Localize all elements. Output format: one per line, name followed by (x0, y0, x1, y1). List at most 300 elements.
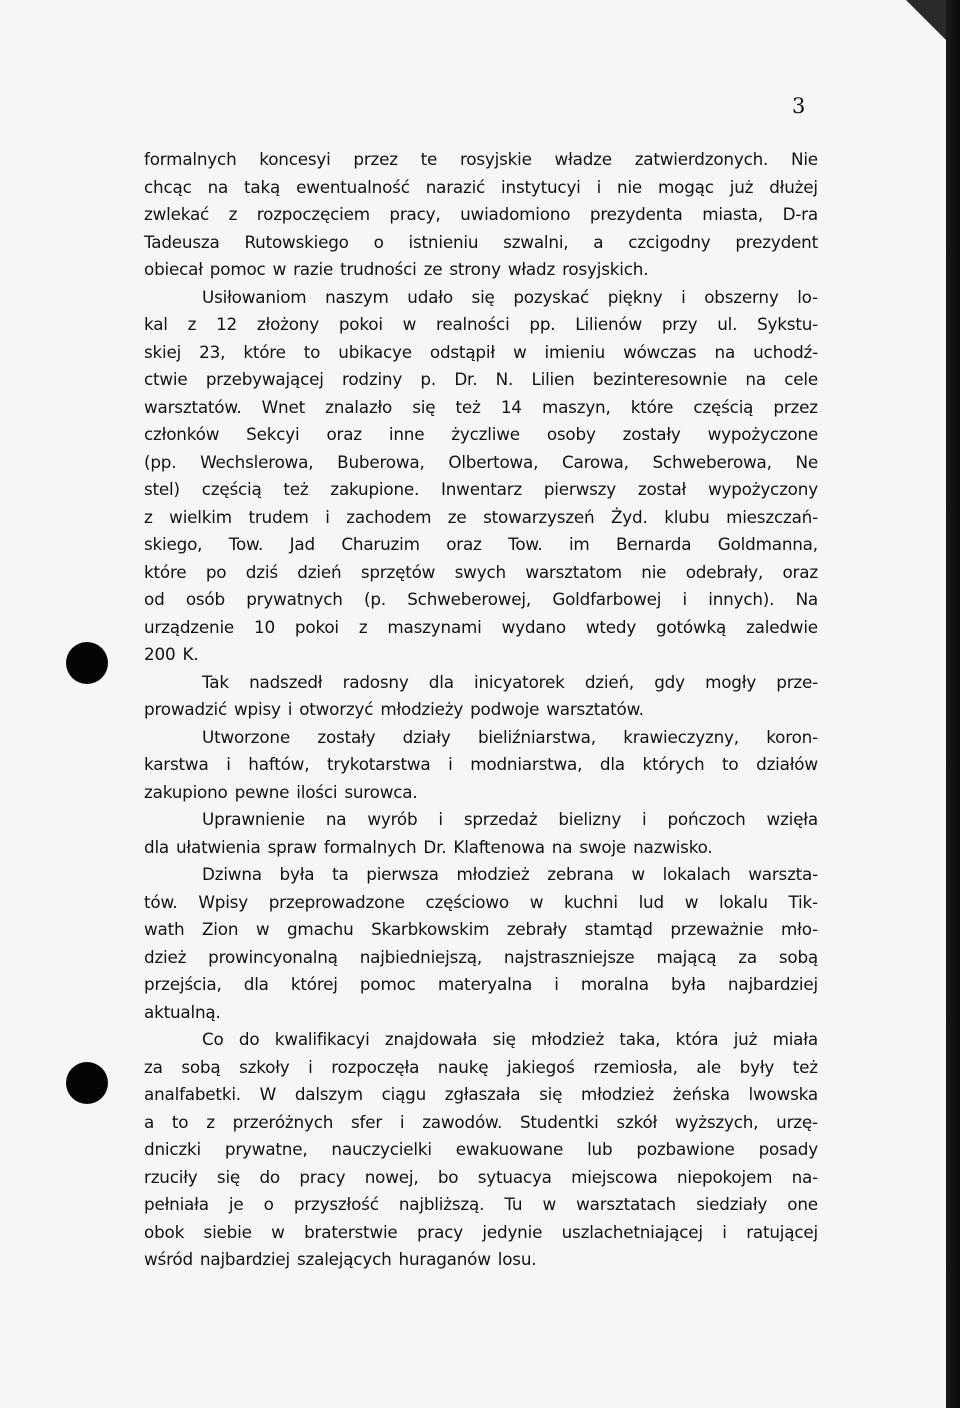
text-line (144, 1136, 818, 1164)
word: uchodź- (753, 341, 818, 362)
word: zawodów. (422, 1111, 503, 1132)
word: maszyn, (541, 396, 611, 417)
word: z (358, 616, 368, 637)
word: wyrób (367, 809, 418, 829)
word: odstąpił (429, 341, 495, 362)
word: stamtąd (584, 919, 653, 939)
word: prywatnych (246, 589, 343, 609)
word: już (729, 176, 754, 197)
word: prezydenta (589, 204, 683, 224)
word: nauczycielki (331, 1139, 432, 1159)
text-line (144, 1164, 818, 1192)
word: się (412, 396, 436, 417)
word: to (303, 341, 321, 362)
word: Sekcyi (246, 424, 300, 444)
word: dalszym (294, 1084, 363, 1104)
word: inicyatorek (473, 671, 565, 692)
word: urządzenie (144, 616, 235, 637)
word: imieniu (544, 341, 606, 362)
word: częścią (201, 479, 262, 499)
word: w (631, 864, 645, 884)
word: pp. (529, 314, 556, 334)
word: szkoły (239, 1056, 290, 1077)
word: nie (617, 176, 643, 197)
word: W (259, 1084, 277, 1104)
word: rosyjskich. (562, 259, 649, 279)
word: mło- (781, 919, 818, 939)
word: na (207, 176, 229, 197)
word: na (551, 836, 573, 857)
word: była (279, 864, 315, 884)
word: Żyd. (611, 506, 648, 527)
word: na (714, 341, 736, 362)
word: i (596, 176, 602, 197)
word: pończoch (667, 809, 746, 829)
word: Dr. (423, 836, 447, 857)
word: Wechslerowa, (200, 451, 314, 472)
text-line (144, 641, 818, 669)
word: w (272, 259, 287, 279)
word: warsztatom (525, 561, 622, 582)
word: sobą (181, 1056, 221, 1077)
word: się (492, 1029, 516, 1049)
text-line (144, 834, 818, 862)
word: krawieczyzny, (623, 726, 739, 747)
text-line (144, 1081, 818, 1109)
word: rzuciły (144, 1166, 198, 1187)
word: formalnych (323, 836, 417, 857)
word: koncesyi (259, 149, 331, 169)
text-line (144, 476, 818, 504)
word: ta (332, 864, 349, 884)
word: obok (144, 1221, 185, 1242)
word: dla (428, 671, 454, 692)
word: gmachu (286, 919, 354, 939)
word: z (206, 1111, 215, 1132)
word: realności (436, 314, 510, 334)
word: ewentualność (296, 176, 410, 197)
word: Olbertowa, (448, 451, 539, 472)
word: oraz (446, 534, 482, 554)
word: Dziwna (202, 864, 262, 884)
word: w (402, 314, 417, 334)
word: do (238, 1029, 260, 1049)
word: dzień, (584, 671, 635, 692)
word: stel) (144, 479, 180, 499)
text-line (144, 229, 818, 257)
word: aktualną. (144, 1001, 221, 1022)
word: taka, (619, 1029, 661, 1049)
word: gotówką (656, 616, 727, 637)
word: p. (420, 369, 436, 389)
word: się (216, 1166, 241, 1187)
word: członków (144, 424, 220, 444)
word: dla (599, 754, 625, 774)
word: bo (437, 1166, 459, 1187)
word: Lilienów (575, 314, 642, 334)
word: koron- (766, 726, 818, 747)
word: też (792, 1056, 818, 1077)
word: i (682, 589, 687, 609)
text-line (144, 366, 818, 394)
word: działów (756, 754, 818, 774)
word: kwalifikacyi (274, 1029, 370, 1049)
word: razie (293, 259, 334, 279)
word: i (399, 1111, 405, 1132)
word: ułatwienia (176, 836, 261, 857)
word: ul. (717, 314, 738, 334)
word: złożony (256, 314, 319, 334)
word: Tow. (228, 534, 264, 554)
word: Buberowa, (337, 451, 425, 472)
word: pierwszy (543, 479, 617, 499)
word: w (529, 891, 544, 912)
word: (pp. (144, 451, 177, 472)
word: analfabetki. (144, 1084, 241, 1104)
word: Lilien (531, 369, 575, 389)
word: w (684, 891, 699, 912)
word: im (568, 534, 590, 554)
word: pewne (234, 781, 290, 802)
word: miała (772, 1029, 818, 1049)
word: Goldmanna, (717, 534, 818, 554)
word: bielizny (558, 809, 622, 829)
text-line (144, 696, 818, 724)
word: nie (641, 561, 667, 582)
word: mogąc (658, 176, 714, 197)
word: władze (554, 149, 612, 169)
word: Ne (795, 451, 818, 472)
word: o (373, 231, 384, 252)
word: jedynie (482, 1221, 543, 1242)
word: karstwa (144, 754, 209, 774)
word: osoby (546, 424, 596, 444)
word: Tik- (788, 891, 818, 912)
word: Studentki (519, 1111, 599, 1132)
word: trudem (248, 506, 309, 527)
word: za (144, 1056, 163, 1077)
text-line (144, 751, 818, 779)
word: na (325, 809, 347, 829)
word: miasta, (702, 204, 764, 224)
word: te (420, 149, 438, 169)
text-line (144, 889, 818, 917)
word: dziś (245, 561, 278, 582)
body-text (144, 146, 818, 1274)
word: otworzyć (299, 699, 374, 719)
word: warszta- (748, 864, 818, 884)
word: i (325, 506, 330, 527)
word: cele (784, 369, 818, 389)
word: Tu (504, 1194, 523, 1214)
word: ze (423, 259, 443, 279)
word: strony (449, 259, 501, 279)
word: pracy (299, 1166, 346, 1187)
word: lud (638, 891, 664, 912)
word: rodziny (342, 369, 403, 389)
word: najstraszniejsze (503, 946, 635, 967)
word: rzemiosła, (593, 1056, 678, 1077)
word: Tak (202, 671, 229, 692)
binder-hole-bottom (66, 1062, 108, 1104)
word: częścią (693, 396, 754, 417)
word: niepokojem (676, 1166, 773, 1187)
word: za (738, 946, 757, 967)
word: moralna (580, 974, 649, 994)
word: się (471, 286, 495, 307)
word: kuchni (564, 891, 618, 912)
text-line (144, 806, 818, 834)
word: oraz (782, 561, 818, 582)
word: już (733, 1029, 758, 1049)
word: Zion (202, 919, 239, 939)
word: których (642, 754, 705, 774)
text-line (144, 999, 818, 1027)
word: 14 (500, 396, 522, 417)
word: Schweberowa, (652, 451, 772, 472)
word: siebie (203, 1221, 252, 1242)
word: rosyjskie (459, 149, 532, 169)
word: sytuacya (477, 1166, 552, 1187)
word: bezinteresownie (592, 369, 728, 389)
word: uwiadomiono (460, 204, 571, 224)
word: też (283, 479, 309, 499)
word: (p. (364, 589, 386, 609)
word: przez (773, 396, 818, 417)
word: przeprowadzone (268, 891, 405, 912)
word: prowincyonalną (208, 946, 338, 967)
word: na (745, 369, 766, 389)
word: o (263, 1194, 274, 1214)
word: prowadzić (144, 699, 228, 719)
word: czcigodny (628, 231, 711, 252)
word: nadszedł (249, 671, 323, 692)
text-line (144, 339, 818, 367)
word: lokalach (662, 864, 731, 884)
text-line (144, 146, 818, 174)
word: naukę (437, 1056, 489, 1077)
word: które (144, 561, 187, 582)
word: w (271, 1221, 285, 1242)
word: pomoc (359, 974, 416, 994)
word: i (438, 809, 443, 829)
word: mogły (705, 671, 757, 692)
word: szalejących (296, 1249, 392, 1269)
word: miejscowa (571, 1166, 658, 1187)
text-line (144, 504, 818, 532)
word: bieliźniarstwa, (477, 726, 596, 747)
word: 10 (254, 616, 275, 637)
word: władz (507, 259, 556, 279)
word: młodzież (531, 1029, 605, 1049)
word: swoje (579, 836, 627, 857)
text-line (144, 614, 818, 642)
word: dniczki (144, 1139, 201, 1159)
text-line (144, 449, 818, 477)
word: siedziały (696, 1194, 768, 1214)
text-line (144, 531, 818, 559)
text-line (144, 944, 818, 972)
word: mieszczań- (726, 506, 818, 527)
word: Rutowskiego (244, 231, 349, 252)
binder-hole-top (66, 642, 108, 684)
word: przeważnie (670, 919, 764, 939)
word: 12 (216, 314, 238, 334)
word: mającą (656, 946, 717, 967)
word: z (228, 204, 238, 224)
word: narazić (425, 176, 486, 197)
word: Nie (790, 149, 818, 169)
word: sprzedaż (463, 809, 538, 829)
word: dla (144, 836, 169, 857)
word: zaledwie (746, 616, 818, 637)
word: losu. (497, 1249, 537, 1269)
word: prezydent (735, 231, 818, 252)
word: się (539, 1084, 563, 1104)
word: pokoi (338, 314, 383, 334)
word: szwalni, (503, 231, 569, 252)
word: były (739, 1056, 775, 1077)
word: D-ra (782, 204, 818, 224)
word: zostały (622, 424, 681, 444)
text-line (144, 916, 818, 944)
word: ale (696, 1056, 722, 1077)
word: wpisy (234, 699, 281, 719)
word: urzę- (776, 1111, 818, 1132)
word: wyższych, (674, 1111, 759, 1132)
word: spraw (267, 836, 317, 857)
word: Sykstu- (757, 314, 818, 334)
word: zostały (317, 726, 376, 747)
word: której (290, 974, 338, 994)
word: haftów, (248, 754, 310, 774)
word: Jad (289, 534, 315, 554)
word: ze (447, 506, 467, 527)
word: chcąc (144, 176, 192, 197)
word: ewakuowane (455, 1139, 564, 1159)
text-line (144, 284, 818, 312)
word: dzież (144, 946, 187, 967)
text-line (144, 1246, 818, 1274)
word: Na (795, 589, 818, 609)
word: prywatne, (224, 1139, 308, 1159)
text-line (144, 256, 818, 284)
word: przy (661, 314, 698, 334)
word: kal (144, 314, 168, 334)
word: 23, (199, 341, 226, 362)
word: była (670, 974, 706, 994)
word: i (448, 754, 453, 774)
word: i (287, 699, 293, 719)
word: został (637, 479, 687, 499)
word: z (187, 314, 197, 334)
text-line (144, 1054, 818, 1082)
word: nowej, (364, 1166, 419, 1187)
word: szkół (616, 1111, 658, 1132)
word: Uprawnienie (202, 809, 305, 829)
word: wśród (144, 1249, 193, 1269)
word: osób (185, 589, 225, 609)
word: lwowska (748, 1084, 818, 1104)
word: w (512, 341, 527, 362)
word: najbiedniejszą, (359, 946, 483, 967)
word: wielkim (169, 506, 232, 527)
word: gdy (654, 671, 685, 692)
word: przebywającej (205, 369, 324, 389)
text-line (144, 394, 818, 422)
word: i (554, 974, 559, 994)
word: Skarbkowskim (371, 919, 490, 939)
word: skiej (144, 341, 182, 362)
word: Wnet (261, 396, 305, 417)
text-line (144, 1026, 818, 1054)
word: pierwsza (366, 864, 439, 884)
word: modniarstwa, (470, 754, 583, 774)
word: dłużej (769, 176, 818, 197)
word: pozbawione (636, 1139, 735, 1159)
word: podwoje (470, 699, 540, 719)
word: oraz (326, 424, 362, 444)
word: trudności (340, 259, 417, 279)
text-line (144, 421, 818, 449)
word: piękny (607, 286, 663, 307)
word: a (144, 1111, 155, 1132)
word: Carowa, (562, 451, 629, 472)
word: pokoi (294, 616, 339, 637)
word: w (255, 919, 270, 939)
word: Tadeusza (144, 231, 220, 252)
word: to (722, 754, 739, 774)
text-line (144, 1191, 818, 1219)
word: innych). (708, 589, 775, 609)
word: odebrały, (685, 561, 764, 582)
word: swych (454, 561, 506, 582)
word: Goldfarbowej (552, 589, 662, 609)
word: ctwie (144, 369, 188, 389)
word: Co (202, 1029, 224, 1049)
text-line (144, 1109, 818, 1137)
text-line (144, 1219, 818, 1247)
word: i (308, 1056, 313, 1077)
word: Inwentarz (440, 479, 523, 499)
word: to (171, 1111, 189, 1132)
word: udało (407, 286, 453, 307)
word: 200 (144, 644, 176, 664)
word: warsztatów. (546, 699, 644, 719)
word: K. (182, 644, 199, 664)
word: przeróżnych (232, 1111, 334, 1132)
scan-edge-shadow (946, 0, 960, 1408)
word: w (542, 1194, 556, 1214)
word: ubikacye (338, 341, 412, 362)
word: je (228, 1194, 244, 1214)
word: skiego, (144, 534, 203, 554)
page-number: 3 (792, 94, 806, 118)
word: najbardziej (727, 974, 818, 994)
word: pracy, (389, 204, 441, 224)
word: Charuzim (341, 534, 420, 554)
word: obiecał (144, 259, 203, 279)
word: i (226, 754, 231, 774)
word: młodzież (581, 1084, 655, 1104)
word: znalazło (325, 396, 393, 417)
word: i (681, 286, 686, 307)
word: też (455, 396, 481, 417)
word: sfer (351, 1111, 383, 1132)
word: wzięła (766, 809, 818, 829)
word: lub (587, 1139, 613, 1159)
word: Usiłowaniom (202, 286, 307, 307)
